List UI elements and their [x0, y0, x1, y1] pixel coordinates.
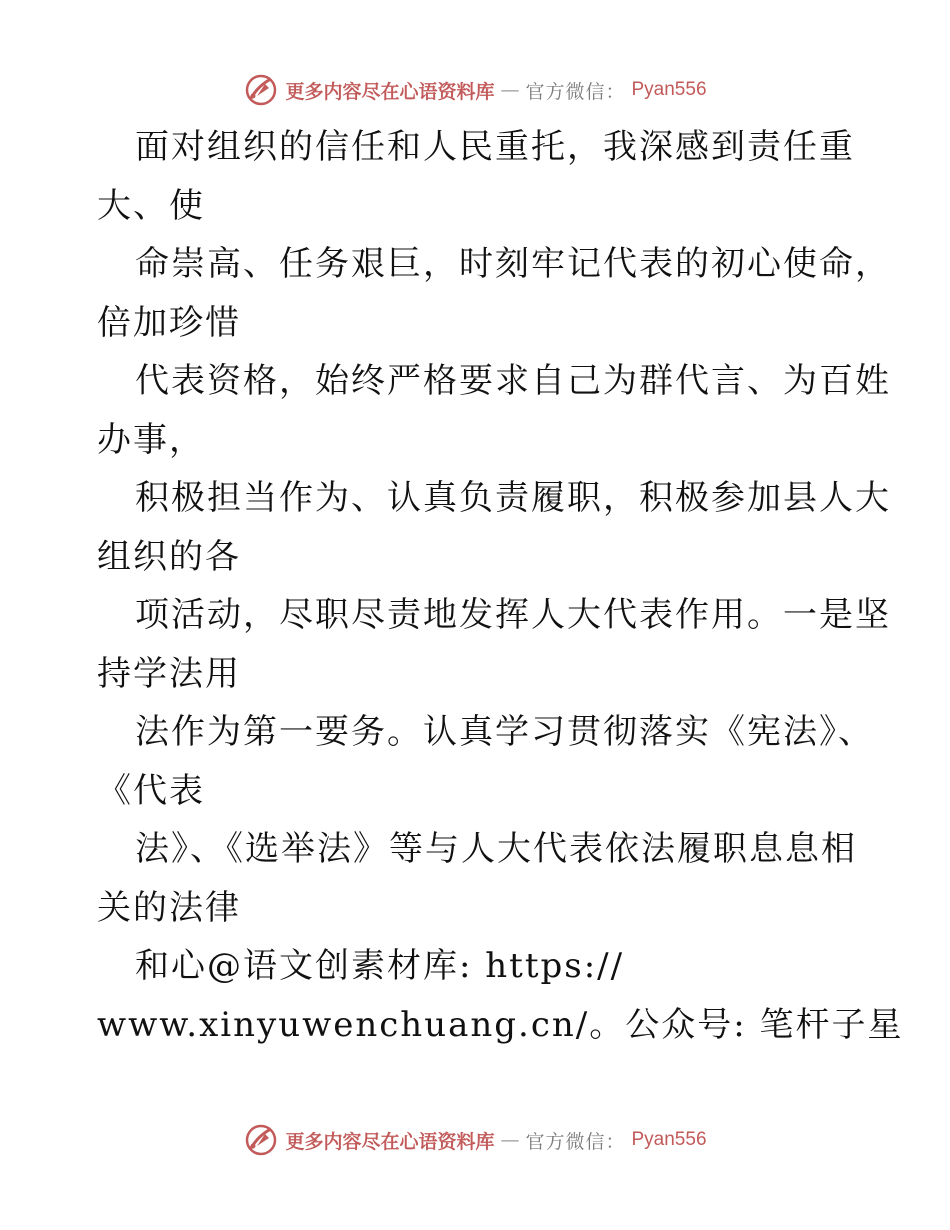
banner-contact-label: 官方微信： [525, 1130, 626, 1153]
banner-dash: — [500, 1129, 520, 1151]
body-line-12: 《代表 [97, 770, 205, 811]
body-line-1: 面对组织的信任和人民重托，我深感到责任重 [135, 127, 855, 167]
body-line-2: 大、使 [97, 185, 205, 226]
banner-contact-id: Pyan556 [631, 1129, 707, 1150]
body-line-16: www.xinyuwenchuang.cn/。公众号: 笔杆子星 [97, 1004, 904, 1045]
body-line-7: 积极担当作为、认真负责履职，积极参加县人大 [135, 478, 891, 518]
body-line-10: 持学法用 [97, 653, 241, 694]
banner-dash: — [500, 79, 520, 101]
body-line-8: 组织的各 [97, 536, 241, 577]
body-line-13: 法》、《选举法》等与人大代表依法履职息息相 [135, 829, 857, 869]
header-watermark-banner [0, 70, 950, 110]
document-body [97, 118, 904, 1054]
body-line-4: 倍加珍惜 [97, 302, 241, 343]
body-line-5: 代表资格，始终严格要求自己为群代言、为百姓 [135, 361, 891, 401]
body-line-6: 办事， [97, 419, 205, 460]
banner-brand-text: 更多内容尽在心语资料库 [285, 1130, 495, 1153]
body-line-11: 法作为第一要务。认真学习贯彻落实《宪法》、 [135, 712, 874, 752]
banner-brand-text: 更多内容尽在心语资料库 [285, 80, 495, 103]
banner-contact-label: 官方微信： [525, 80, 626, 103]
body-line-14: 关的法律 [97, 887, 241, 928]
body-line-15: 和心@语文创素材库: https:// [135, 946, 625, 986]
banner-contact-id: Pyan556 [631, 79, 707, 100]
brand-logo-icon [243, 1122, 279, 1158]
footer-watermark-banner [0, 1120, 950, 1160]
brand-logo-icon [243, 72, 279, 108]
body-line-3: 命崇高、任务艰巨，时刻牢记代表的初心使命， [135, 244, 891, 284]
body-line-9: 项活动，尽职尽责地发挥人大代表作用。一是坚 [135, 595, 891, 635]
